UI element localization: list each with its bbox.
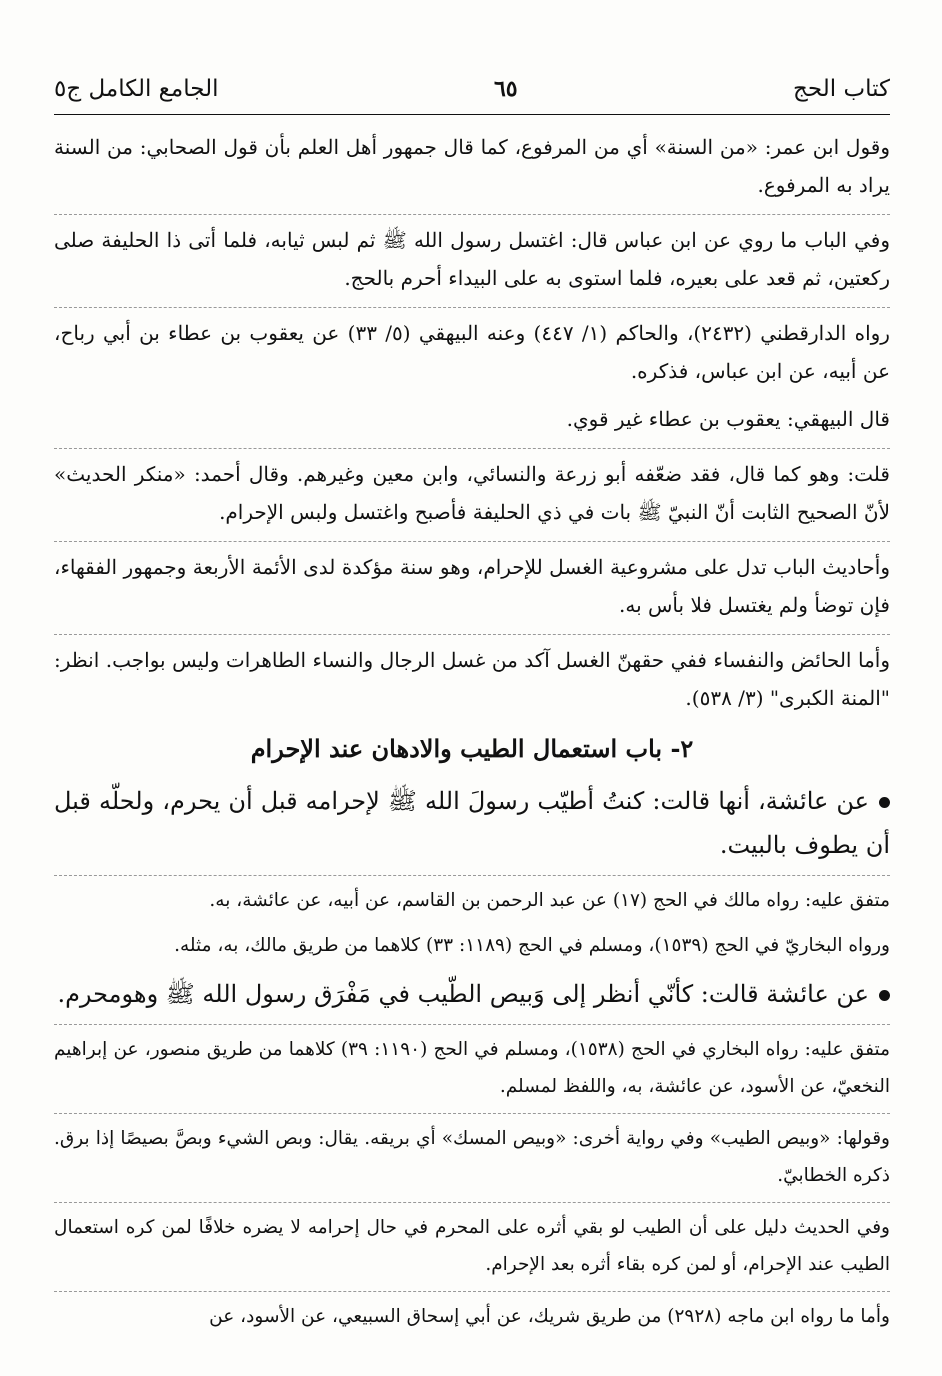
header-book-title: الجامع الكامل ج٥ xyxy=(54,76,219,102)
page-body xyxy=(54,128,890,1343)
hadith-text xyxy=(54,779,890,867)
paragraph: قال البيهقي: يعقوب بن عطاء غير قوي. xyxy=(566,407,890,431)
header-chapter-title: كتاب الحج xyxy=(793,76,890,102)
divider xyxy=(54,541,890,542)
hadith-text xyxy=(54,972,890,1016)
divider xyxy=(54,634,890,635)
running-header xyxy=(54,64,890,110)
paragraph: وأما ما رواه ابن ماجه (٢٩٢٨) من طريق شريك، عن أبي إسحاق السبيعي، عن الأسود، عن xyxy=(209,1306,890,1327)
paragraph: وفي الباب ما روي عن ابن عباس قال: اغتسل رسول الله ﷺ ثم لبس ثيابه، فلما أتى ذا الحليفة صلى ركعتين، ثم قعد على بعيره، فلما استوى به على البيداء أحرم بالحج. xyxy=(54,228,890,290)
paragraph: متفق عليه: رواه مالك في الحج (١٧) عن عبد الرحمن بن القاسم، عن أبيه، عن عائشة، به. xyxy=(209,890,890,911)
paragraph: وأما الحائض والنفساء ففي حقهنّ الغسل آكد من غسل الرجال والنساء الطاهرات وليس بواجب. انظر: "المنة الكبرى" (٣/ ٥٣٨). xyxy=(54,648,890,710)
divider xyxy=(54,448,890,449)
hadith-body: عن عائشة، أنها قالت: كنتُ أطيّب رسولَ الله ﷺ لإحرامه قبل أن يحرم، ولحلّه قبل أن يطوف بالبيت. xyxy=(54,787,890,859)
divider xyxy=(54,214,890,215)
paragraph: ورواه البخاريّ في الحج (١٥٣٩)، ومسلم في الحج (١١٨٩: ٣٣) كلاهما من طريق مالك، به، مثله. xyxy=(174,935,890,956)
bullet-icon xyxy=(879,990,890,1001)
paragraph: قلت: وهو كما قال، فقد ضعّفه أبو زرعة والنسائي، وابن معين وغيرهم. وقال أحمد: «منكر الحديث» لأنّ الصحيح الثابت أنّ النبيّ ﷺ بات في ذي الحليفة فأصبح واغتسل ولبس الإحرام. xyxy=(54,462,890,524)
divider xyxy=(54,307,890,308)
page-number: ٦٥ xyxy=(493,76,518,102)
section-heading: ٢- باب استعمال الطيب والادهان عند الإحرام xyxy=(250,734,694,763)
paragraph: وقولها: «وبيص الطيب» وفي رواية أخرى: «وبيص المسك» أي بريقه. يقال: وبص الشيء وبصَّ بصيصًا إذا برق. ذكره الخطابيّ. xyxy=(54,1128,890,1186)
divider xyxy=(54,1202,890,1203)
divider xyxy=(54,1024,890,1025)
paragraph: متفق عليه: رواه البخاري في الحج (١٥٣٨)، ومسلم في الحج (١١٩٠: ٣٩) كلاهما من طريق منصور، عن إبراهيم النخعيّ، عن الأسود، عن عائشة، به، واللفظ لمسلم. xyxy=(54,1039,890,1097)
divider xyxy=(54,1291,890,1292)
header-rule xyxy=(54,114,890,115)
paragraph: وفي الحديث دليل على أن الطيب لو بقي أثره على المحرم في حال إحرامه لا يضره خلافًا لمن كره استعمال الطيب عند الإحرام، أو لمن كره بقاء أثره بعد الإحرام. xyxy=(54,1217,890,1275)
paragraph: وأحاديث الباب تدل على مشروعية الغسل للإحرام، وهو سنة مؤكدة لدى الأئمة الأربعة وجمهور الفقهاء، فإن توضأ ولم يغتسل فلا بأس به. xyxy=(54,555,890,617)
bullet-icon xyxy=(879,797,890,808)
paragraph: وقول ابن عمر: «من السنة» أي من المرفوع، كما قال جمهور أهل العلم بأن قول الصحابي: من السنة يراد به المرفوع. xyxy=(54,135,890,197)
divider xyxy=(54,875,890,876)
paragraph: رواه الدارقطني (٢٤٣٢)، والحاكم (١/ ٤٤٧) وعنه البيهقي (٥/ ٣٣) عن يعقوب بن عطاء بن أبي رباح، عن أبيه، عن ابن عباس، فذكره. xyxy=(54,321,890,383)
divider xyxy=(54,1113,890,1114)
hadith-body: عن عائشة قالت: كأنّي أنظر إلى وَبيص الطّيب في مَفْرَق رسول الله ﷺ وهومحرم. xyxy=(57,980,869,1008)
